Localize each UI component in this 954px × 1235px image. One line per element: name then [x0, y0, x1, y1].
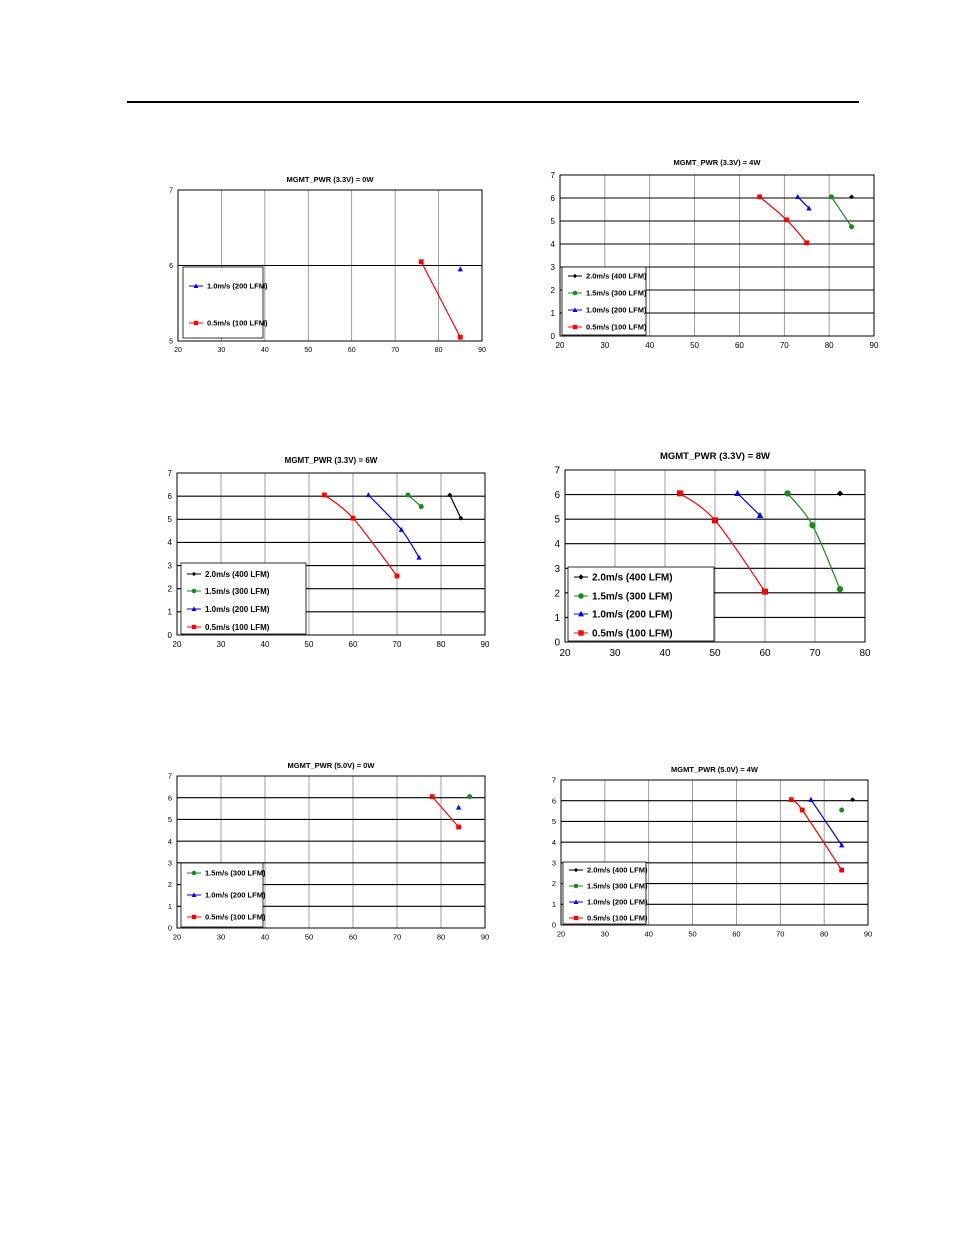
legend-label: 0.5m/s (100 LFM) — [586, 322, 647, 332]
series-line — [421, 262, 460, 338]
chart-0 — [150, 170, 500, 370]
legend-label: 2.0m/s (400 LFM) — [592, 572, 673, 584]
y-tick-label: 2 — [167, 584, 172, 594]
y-tick-label: 7 — [554, 465, 560, 477]
chart-title: MGMT_PWR (5.0V) = 4W — [671, 765, 758, 774]
y-tick-label: 7 — [551, 775, 556, 785]
x-tick-label: 90 — [863, 929, 873, 939]
legend-label: 0.5m/s (100 LFM) — [592, 628, 673, 640]
chart-4 — [150, 757, 500, 952]
x-tick-label: 90 — [478, 347, 486, 354]
series-line — [432, 797, 458, 827]
series-line — [450, 495, 461, 518]
y-tick-label: 5 — [167, 815, 172, 825]
data-point — [809, 522, 815, 528]
legend-label: 1.5m/s (300 LFM) — [592, 591, 673, 603]
data-point — [351, 516, 356, 521]
x-tick-label: 60 — [347, 347, 356, 354]
data-point — [784, 217, 789, 222]
y-tick-label: 0 — [554, 637, 560, 649]
y-tick-label: 0 — [550, 331, 555, 341]
y-tick-label: 6 — [550, 193, 555, 203]
legend-marker — [573, 325, 577, 329]
legend-marker — [573, 291, 578, 296]
data-point — [850, 797, 855, 802]
x-tick-label: 40 — [260, 640, 270, 649]
chart-5 — [530, 760, 890, 955]
y-tick-label: 5 — [550, 216, 555, 226]
legend-marker — [192, 915, 196, 919]
header-rule — [127, 101, 859, 103]
legend-marker — [574, 916, 578, 920]
legend-label: 0.5m/s (100 LFM) — [587, 913, 648, 923]
legend-label: 2.0m/s (400 LFM) — [586, 271, 647, 281]
data-point — [395, 574, 400, 579]
y-tick-label: 3 — [167, 858, 172, 868]
data-point — [458, 266, 463, 271]
data-point — [839, 868, 844, 873]
x-tick-label: 90 — [869, 341, 879, 350]
y-tick-label: 3 — [554, 563, 560, 575]
data-point — [837, 490, 843, 496]
legend-label: 1.0m/s (200 LFM) — [587, 897, 648, 907]
chart-2 — [150, 450, 500, 660]
x-tick-label: 60 — [732, 929, 741, 939]
y-tick-label: 5 — [169, 338, 173, 346]
legend-marker — [578, 630, 583, 635]
chart-title: MGMT_PWR (5.0V) = 0W — [287, 761, 375, 770]
series-line — [738, 493, 761, 515]
data-point — [784, 490, 790, 496]
y-tick-label: 6 — [551, 796, 556, 806]
legend-label: 0.5m/s (100 LFM) — [205, 622, 270, 632]
y-tick-label: 6 — [169, 262, 173, 270]
x-tick-label: 40 — [659, 648, 671, 659]
x-tick-label: 80 — [436, 932, 446, 942]
series-line — [788, 493, 841, 589]
legend-marker — [192, 625, 196, 629]
data-point — [804, 240, 809, 245]
x-tick-label: 70 — [779, 341, 789, 350]
x-tick-label: 20 — [555, 341, 565, 350]
y-tick-label: 1 — [550, 308, 555, 318]
legend-label: 1.0m/s (200 LFM) — [592, 609, 673, 621]
x-tick-label: 80 — [434, 347, 443, 354]
series-line — [408, 495, 421, 507]
chart-title: MGMT_PWR (3.3V) = 4W — [673, 158, 761, 167]
y-tick-label: 3 — [550, 262, 555, 272]
x-tick-label: 50 — [304, 932, 314, 942]
chart-1 — [530, 155, 890, 365]
series-line — [811, 800, 842, 846]
x-tick-label: 90 — [480, 932, 490, 942]
x-tick-label: 30 — [216, 932, 226, 942]
legend-label: 1.0m/s (200 LFM) — [205, 890, 266, 900]
data-point — [789, 797, 794, 802]
y-tick-label: 0 — [551, 920, 556, 930]
y-tick-label: 4 — [551, 837, 556, 847]
data-point — [366, 492, 371, 497]
x-tick-label: 40 — [644, 929, 653, 939]
x-tick-label: 30 — [600, 929, 610, 939]
y-tick-label: 1 — [167, 901, 172, 911]
data-point — [456, 825, 461, 830]
data-point — [839, 808, 844, 813]
series-line — [760, 197, 807, 243]
x-tick-label: 30 — [600, 341, 610, 350]
legend-label: 1.5m/s (300 LFM) — [586, 288, 647, 298]
y-tick-label: 4 — [167, 836, 172, 846]
x-tick-label: 60 — [348, 640, 358, 649]
legend-label: 0.5m/s (100 LFM) — [205, 912, 266, 922]
data-point — [467, 794, 472, 799]
y-tick-label: 1 — [551, 899, 556, 909]
y-tick-label: 7 — [169, 187, 173, 195]
x-tick-label: 50 — [304, 640, 314, 649]
y-tick-label: 2 — [167, 880, 172, 890]
y-tick-label: 6 — [167, 491, 172, 501]
y-tick-label: 7 — [167, 771, 172, 781]
x-tick-label: 80 — [824, 341, 834, 350]
data-point — [808, 797, 813, 802]
series-line — [324, 495, 397, 576]
legend-marker — [192, 871, 197, 876]
data-point — [456, 805, 461, 810]
data-point — [419, 259, 424, 264]
x-tick-label: 60 — [759, 648, 771, 659]
x-tick-label: 40 — [645, 341, 655, 350]
legend-label: 1.0m/s (200 LFM) — [205, 604, 270, 614]
x-tick-label: 30 — [217, 347, 226, 354]
x-tick-label: 20 — [172, 932, 182, 942]
y-tick-label: 4 — [550, 239, 555, 249]
x-tick-label: 60 — [348, 932, 358, 942]
y-tick-label: 5 — [167, 515, 172, 525]
y-tick-label: 2 — [550, 285, 555, 295]
data-point — [757, 194, 762, 199]
x-tick-label: 80 — [436, 640, 446, 649]
x-tick-label: 50 — [709, 648, 721, 659]
data-point — [430, 794, 435, 799]
y-tick-label: 6 — [167, 793, 172, 803]
data-point — [829, 194, 834, 199]
x-tick-label: 70 — [776, 929, 785, 939]
y-tick-label: 2 — [554, 588, 560, 600]
data-point — [322, 493, 327, 498]
y-tick-label: 1 — [554, 612, 560, 624]
x-tick-label: 70 — [391, 347, 400, 354]
x-tick-label: 50 — [688, 929, 697, 939]
y-tick-label: 4 — [167, 538, 172, 548]
data-point — [849, 224, 854, 229]
y-tick-label: 6 — [554, 490, 560, 502]
x-tick-label: 80 — [819, 929, 829, 939]
legend-label: 1.5m/s (300 LFM) — [587, 881, 648, 891]
data-point — [712, 517, 718, 523]
data-point — [677, 490, 683, 496]
data-point — [458, 335, 463, 340]
y-tick-label: 3 — [167, 561, 172, 571]
data-point — [795, 194, 800, 199]
legend-label: 0.5m/s (100 LFM) — [207, 318, 268, 328]
data-point — [405, 492, 410, 497]
x-tick-label: 20 — [174, 347, 182, 354]
x-tick-label: 50 — [304, 347, 313, 354]
x-tick-label: 90 — [480, 640, 490, 649]
data-point — [762, 589, 768, 595]
legend-label: 2.0m/s (400 LFM) — [205, 569, 270, 579]
x-tick-label: 80 — [859, 648, 871, 659]
legend-marker — [194, 321, 198, 325]
chart-title: MGMT_PWR (3.3V) = 6W — [284, 456, 378, 465]
legend-marker — [574, 884, 579, 889]
y-tick-label: 7 — [167, 468, 172, 478]
legend-marker — [578, 593, 584, 599]
y-tick-label: 4 — [554, 539, 560, 551]
legend-label: 2.0m/s (400 LFM) — [587, 865, 648, 875]
legend-marker — [192, 589, 197, 594]
x-tick-label: 50 — [690, 341, 700, 350]
data-point — [734, 490, 741, 496]
y-tick-label: 5 — [551, 817, 556, 827]
chart-3 — [530, 448, 880, 670]
x-tick-label: 70 — [392, 640, 402, 649]
y-tick-label: 7 — [550, 170, 555, 180]
x-tick-label: 40 — [260, 932, 270, 942]
y-tick-label: 5 — [554, 514, 560, 526]
x-tick-label: 20 — [556, 929, 566, 939]
x-tick-label: 30 — [609, 648, 621, 659]
x-tick-label: 40 — [260, 347, 269, 354]
y-tick-label: 0 — [167, 923, 172, 933]
legend-label: 1.5m/s (300 LFM) — [205, 868, 266, 878]
legend-label: 1.0m/s (200 LFM) — [207, 281, 268, 291]
chart-title: MGMT_PWR (3.3V) = 0W — [286, 175, 374, 184]
x-tick-label: 70 — [392, 932, 402, 942]
x-tick-label: 70 — [809, 648, 821, 659]
y-tick-label: 0 — [167, 630, 172, 640]
data-point — [800, 808, 805, 813]
legend-label: 1.0m/s (200 LFM) — [586, 305, 647, 315]
data-point — [837, 586, 843, 592]
y-tick-label: 3 — [551, 858, 556, 868]
chart-title: MGMT_PWR (3.3V) = 8W — [659, 451, 771, 462]
y-tick-label: 1 — [167, 607, 172, 617]
x-tick-label: 60 — [734, 341, 744, 350]
x-tick-label: 20 — [559, 648, 571, 659]
data-point — [419, 504, 424, 509]
legend-label: 1.5m/s (300 LFM) — [205, 586, 270, 596]
x-tick-label: 20 — [172, 640, 182, 649]
series-line — [831, 197, 851, 227]
x-tick-label: 30 — [216, 640, 226, 649]
y-tick-label: 2 — [551, 879, 556, 889]
